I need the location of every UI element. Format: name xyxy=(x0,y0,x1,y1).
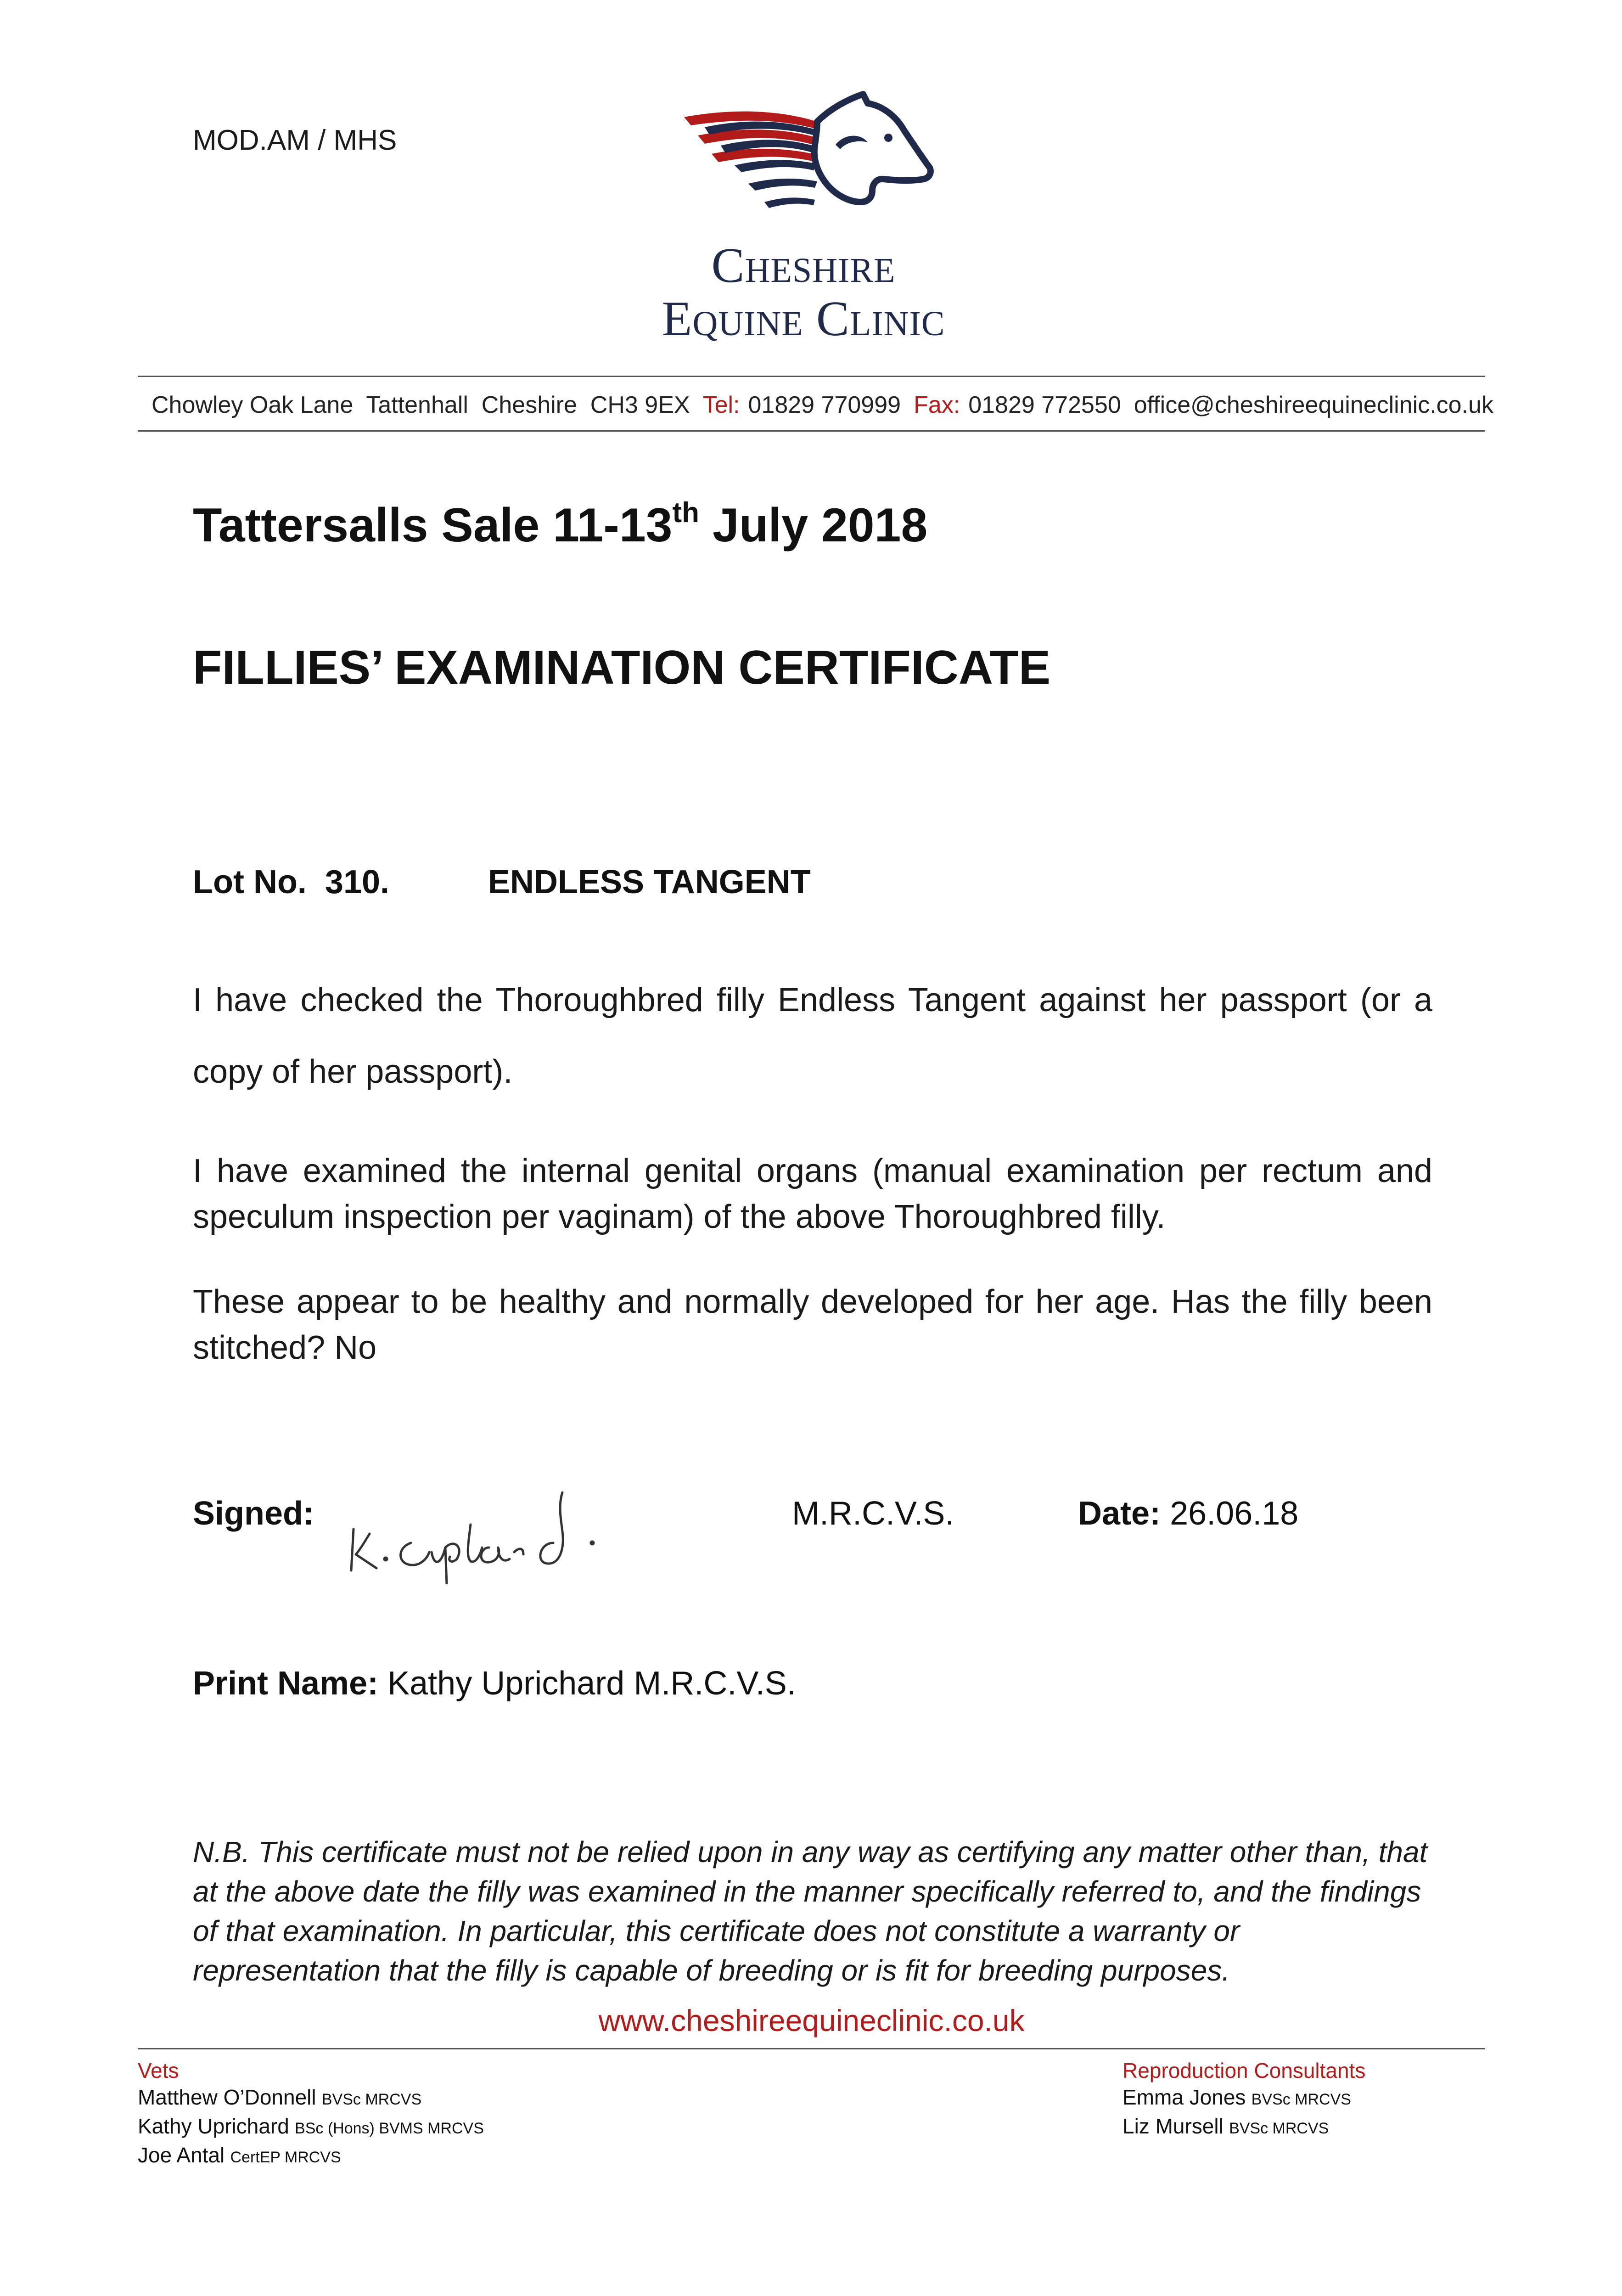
sale-title-sup: th xyxy=(672,497,700,529)
reproduction-consultants-list xyxy=(1122,2057,1365,2142)
vet-name: Kathy Uprichard xyxy=(138,2114,289,2138)
consultant-entry xyxy=(1122,2084,1365,2113)
certificate-title: FILLIES’ EXAMINATION CERTIFICATE xyxy=(193,641,1051,694)
consultant-entry xyxy=(1122,2113,1365,2142)
print-name-value: Kathy Uprichard M.R.C.V.S. xyxy=(387,1665,796,1702)
clinic-name-line2: Equine Clinic xyxy=(662,292,945,346)
sale-title-prefix: Tattersalls Sale 11-13 xyxy=(193,499,673,552)
date-field xyxy=(1078,1495,1298,1532)
fax-label: Fax: xyxy=(914,392,960,418)
vet-qualifications: BVSc MRCVS xyxy=(321,2091,422,2108)
passport-check-paragraph: I have checked the Thoroughbred filly Endless Tangent against her passport (or a copy of her passport). xyxy=(193,982,1432,1090)
vet-entry xyxy=(138,2084,484,2113)
date-label: Date: xyxy=(1078,1495,1161,1532)
vet-name: Matthew O’Donnell xyxy=(138,2085,316,2109)
clinic-name xyxy=(597,238,1010,346)
vet-qualifications: CertEP MRCVS xyxy=(230,2149,341,2166)
signed-qualification: M.R.C.V.S. xyxy=(792,1495,954,1532)
horse-head-logo-icon xyxy=(679,90,937,232)
sale-title-suffix: July 2018 xyxy=(699,499,928,552)
examination-paragraph: I have examined the internal genital organs (manual examination per rectum and speculum inspection per vaginam) of the above Thoroughbred filly. xyxy=(193,1153,1432,1235)
fax-number: 01829 772550 xyxy=(968,392,1121,418)
consultant-qualifications: BVSc MRCVS xyxy=(1251,2091,1351,2108)
findings-paragraph: These appear to be healthy and normally developed for her age. Has the filly been stitched? No xyxy=(193,1283,1432,1366)
sale-title xyxy=(193,498,927,553)
consultant-name: Liz Mursell xyxy=(1122,2114,1224,2138)
consultant-qualifications: BVSc MRCVS xyxy=(1229,2120,1329,2137)
lot-horse-name: ENDLESS TANGENT xyxy=(488,864,811,900)
website-link[interactable]: www.cheshireequineclinic.co.uk xyxy=(598,2003,1025,2037)
vets-heading: Vets xyxy=(138,2059,179,2082)
handwritten-signature xyxy=(342,1479,709,1584)
date-value: 26.06.18 xyxy=(1170,1495,1299,1532)
footer-divider xyxy=(138,2048,1485,2049)
header-divider-bottom xyxy=(138,430,1485,432)
print-name-label: Print Name: xyxy=(193,1665,379,1702)
print-name-field xyxy=(193,1665,796,1702)
consultant-name: Emma Jones xyxy=(1122,2085,1246,2109)
address-bar xyxy=(152,391,1493,419)
tel-number: 01829 770999 xyxy=(748,392,901,418)
vet-name: Joe Antal xyxy=(138,2143,225,2167)
disclaimer-note: N.B. This certificate must not be relied upon in any way as certifying any matter other than, that at the above date the filly was examined in the manner specifically referred to, and the findings of that examination. In particular, this certificate does not constitute a warranty or representation that the filly is capable of breeding or is fit for breeding purposes. xyxy=(193,1835,1428,1987)
consultants-heading: Reproduction Consultants xyxy=(1122,2059,1366,2082)
clinic-name-line1: Cheshire xyxy=(711,238,896,293)
vets-list xyxy=(138,2057,484,2171)
vet-qualifications: BSc (Hons) BVMS MRCVS xyxy=(295,2120,484,2137)
lot-number: Lot No. 310. xyxy=(193,864,390,900)
address: Chowley Oak Lane Tattenhall Cheshire CH3 9EX xyxy=(152,392,690,418)
vet-entry xyxy=(138,2113,484,2142)
header-divider-top xyxy=(138,376,1485,377)
tel-label: Tel: xyxy=(702,392,740,418)
email-link[interactable]: office@cheshireequineclinic.co.uk xyxy=(1134,392,1493,418)
document-reference: MOD.AM / MHS xyxy=(193,124,397,156)
vet-entry xyxy=(138,2142,484,2171)
signed-label: Signed: xyxy=(193,1495,314,1532)
